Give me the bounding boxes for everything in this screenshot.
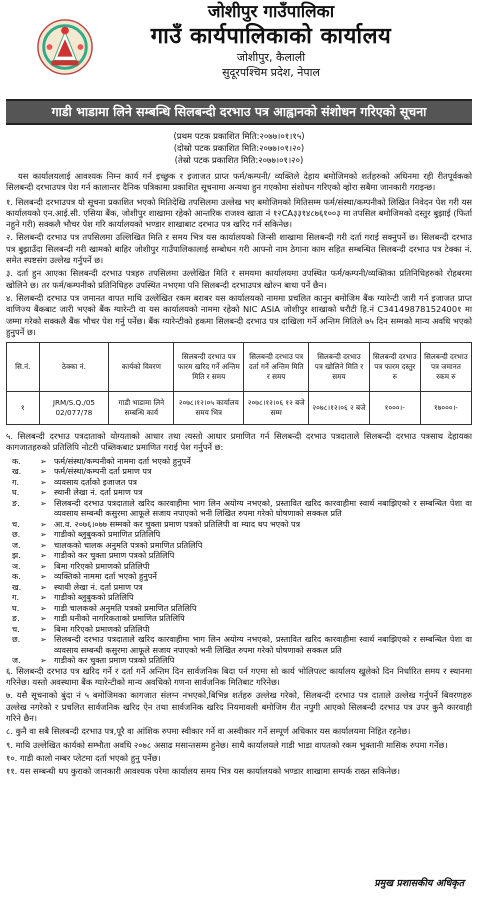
col-header-form-fee: सिलबन्दी दरभाउ पत्र फारम दस्तुर रु	[369, 343, 420, 392]
bullet-icon: ➢	[40, 634, 47, 645]
office-location: जोशीपुर, कैलाली	[236, 51, 306, 64]
signature-designation: प्रमुख प्रशासकीय अधिकृत	[374, 878, 464, 889]
clause-3: ३. दर्ता हुन आएका सिलबन्दी दरभाउ पत्रहरु तपसिलमा उल्लेखित मिति र समयमा कार्यालयमा उपस्थित फर्म/कम्पनी/व्यक्तिका प्रतिनिधिहरुको रोहबरमा खोलिने छ। तर फर्म/कम्पनीको प्रतिनिधिहरु उपस्थित नभएमा पनि सिलबन्दी दरभाउपत्र खोल्न बाधा पर्ने छैन।	[6, 268, 472, 290]
requirements-list-firm	[6, 456, 472, 572]
bullet-icon: ➢	[40, 655, 47, 666]
office-title-block	[106, 2, 436, 80]
bullet-icon: ➢	[40, 487, 47, 498]
cell-submission-deadline: २०७८।१२।०६ १२ बजे सम्म	[244, 392, 309, 425]
publication-date-first: (प्रथम पटक प्रकाशित मिति:२०७७।०१।१५)	[173, 132, 305, 142]
col-header-sn: सि.नं.	[7, 343, 40, 392]
bullet-icon: ➢	[40, 623, 47, 634]
bullet-icon: ➢	[40, 571, 47, 582]
bullet-icon: ➢	[40, 466, 47, 477]
list-item: ञ. ➢ बिमा गरिएको प्रमाणको प्रतिलिपी	[12, 560, 150, 571]
cell-sn: १	[7, 392, 40, 425]
table-header-row	[7, 343, 472, 392]
bullet-icon: ➢	[40, 581, 47, 592]
list-item: ङ. ➢ गाडी धनीको नागरिकताको प्रमाणित प्रतिलिपि	[12, 613, 185, 624]
clause-10: १०. गाडी कालो नम्बर प्लेटमा दर्ता भएको हुनु पर्नेछ।	[6, 752, 161, 763]
header	[6, 2, 472, 97]
notice-title-banner: गाडी भाडामा लिने सम्बन्धि सिलबन्दी दरभाउ पत्र आह्वानको संशोधन गरिएको सूचना	[6, 99, 472, 125]
clause-11: ११. यस सम्बन्धी थप कुराको जानकारी आवश्यक परेमा कार्यालय समय भित्र यस कार्यालयको भण्डार शाखामा सम्पर्क राख्न सकिनेछ।	[6, 766, 400, 777]
bullet-icon: ➢	[40, 455, 47, 466]
bullet-icon: ➢	[40, 539, 47, 550]
nepal-government-emblem-icon	[36, 18, 94, 76]
requirements-list-individual	[6, 571, 472, 666]
office-province: सुदूरपश्चिम प्रदेश, नेपाल	[222, 66, 320, 79]
clause-2: २. सिलबन्दी दरभाउ पत्र तपसिलमा उल्लिखित मिति र समय भित्र यस कार्यालयको जिन्सी शाखामा सिलबन्दी गरी दर्ता गराई सक्नुपर्ने छ। सिलबन्दी दरभाउ पत्र बुझाउँदा सिलबन्दी गरी खामको बाहिर जोशीपुर गाउँपालिकालाई सम्बोधन गरी आफ्नो नाम ठेगाना काम सहित सम्बन्धित सिलबन्दी दरभाउ पत्र टेक्का नं. समेत स्पष्टसंग उल्लेख गर्नुपर्ने छ।	[6, 232, 472, 266]
col-header-description: कार्यको विवरण	[109, 343, 174, 392]
bullet-icon: ➢	[40, 529, 47, 540]
list-item: ग. ➢ व्यवसाय दर्ताको इजाजत पत्र	[12, 476, 138, 487]
clause-5: ५. सिलबन्दी दरभाउ पत्रदाताको योग्यताको आधार तथा त्यस्तो आधार प्रमाणित गर्न सिलबन्दी दरभाउ पत्रदाताले सिलबन्दी दरभाउ पत्रसाथ देहायका कागजातहरुको प्रतिलिपि नोटरी पब्लिकबाट प्रमाणित गराई पेश गर्नुपर्ने छ:	[6, 431, 472, 453]
cell-bid-security: १७०००।-	[420, 392, 471, 425]
clause-9: ९. माथि उल्लेखित कार्यको सम्भौता अवधि २०७८ असाढ मसान्तसम्म हुनेछ। साथै कार्यालयले गाडी भाडा वापतको रकम भुक्तानी मासिक रुपमा गर्नेछ।	[6, 739, 448, 750]
clause-4: ४. सिलबन्दी दरभाउ पत्र जमानत वापत माथि उल्लेखित रकम बराबर यस कार्यालयको नाममा प्रचलित कानुन बमोजिम बैंक ग्यारेन्टी जारी गर्न इजाजत प्राप्त वाणिज्य बैंकबाट जारी भएको बैंक ग्यारेन्टी वा यस कार्यालयको नाममा रहेको NIC ASIA जोशीपुर शाखाको धरौटी हि.नं C34149878152400१ मा जम्मा गरेको सक्कलै बैंक भौचर पेश गर्नु पर्नेछ। बैंक ग्यारेन्टीको हकमा सिलबन्दी दरभाउ पत्र दाखिला गर्ने अन्तिम मितिले ७५ दिन सम्मको मान्य अवधि भएको हुनुपर्ने छ।	[6, 292, 472, 337]
bullet-icon: ➢	[40, 613, 47, 624]
list-item: ज. ➢ गाडीको कर चुक्ता प्रमाण पत्रको प्रतिलिपि	[12, 655, 175, 666]
bullet-icon: ➢	[40, 560, 47, 571]
list-item: छ. ➢ गाडीको ब्लुबुकको प्रमाणित प्रतिलिपि	[12, 529, 161, 540]
clause-6: ६. सिलबन्दी दरभाउ पत्र खरिद गर्ने र दर्ता गर्ने अन्तिम दिन सार्वजनिक बिदा पर्न गएमा सो कार्य भोलिपल्ट कार्यालय खुलेको दिन निर्धारित समय र स्थानमा गरिनेछ। यस्तो अवस्थामा बैंक ग्यारेन्टीको मान्य अवधिको गणना सार्वजनिक मितिबाट गरिनेछ।	[6, 665, 472, 688]
col-header-submission-deadline: सिलबन्दी दरभाउ पत्र दर्ता गर्ने अन्तिम मिति र समय	[244, 343, 309, 392]
col-header-opening-date: सिलबन्दी दरभाउ पत्र खोलिने मिति र समय	[309, 343, 369, 392]
cell-purchase-deadline: २०७८।१२।०५ कार्यालय समय भित्र	[174, 392, 244, 425]
list-item: क. ➢ व्यक्तिको नाममा दर्ता भएको हुनुपर्ने	[12, 571, 157, 582]
cell-contract-no: JRM/S.Q./05 02/077/78	[39, 392, 109, 425]
list-item: च. ➢ बिमा गरिएको प्रमाणको प्रतिलिपी	[12, 623, 150, 634]
notice-page	[6, 2, 472, 779]
bullet-icon: ➢	[40, 497, 47, 508]
publication-date-second: (दोस्रो पटक प्रकाशित मिति:२०७७।०१।२०)	[173, 144, 305, 154]
publication-date-third: (तेस्रो पटक प्रकाशित मिति:२०७७।०१।२०)	[174, 156, 304, 166]
list-item: ख. ➢ स्थायी लेखा नं. दर्ता प्रमाण पत्र	[12, 581, 143, 592]
col-header-purchase-deadline: सिलबन्दी दरभाउ पत्र फारम खरिद गर्ने अन्तिम मिति र समय	[174, 343, 244, 392]
col-header-contract-no: ठेक्का नं.	[39, 343, 109, 392]
list-item: घ. ➢ गाडी चालकको अनुमति पत्रको प्रमाणित प्रतिलिपि	[12, 602, 197, 613]
clause-1: १. सिलबन्दी दरभाउपत्र यो सूचना प्रकाशित भएको मितिदेखि तपसिलमा उल्लेख भए बमोजिमको मितिसम्म फर्म/संस्था/कम्पनीको लिखित निवेदन पेश गरी यस कार्यालयको एन.आई.सी. एसिया बैंक, जोशीपुर शाखामा रहेको आन्तरिक राजश्व खाता नं १२CA३३१४८७६१००३ मा तपसिल बमोजिमको दस्तुर बुझाई (फिर्ता नहुने गरी) सक्कलै भौचर पेश गरि कार्यालयको भण्डार शाखाबाट दरभाउ पत्र खरिद गर्न सकिनेछ।	[6, 196, 472, 230]
list-item: झ. ➢ गाडीको कर चुक्ता प्रमाण पत्रको प्रतिलिपि	[12, 550, 175, 561]
list-item: च. ➢ आ.व. २०७६।०७७ सम्मको कर चुक्ता प्रमाण पत्रको प्रतिलिपी वा म्याद थप भएको पत्र	[12, 518, 301, 529]
bullet-icon: ➢	[40, 592, 47, 603]
clause-7: ७. यसै सूचनाको बुंदा नं ५ बमोजिमका कागजात संलग्न नभएको,बिभिन्न शर्तहरु उल्लेख गरेको, सिलबन्दी दरभाउ पत्र दाताले उल्लेख गर्नुपर्ने बिवरणहरु उल्लेख नगरेको र प्रचलित सार्वजनिक खरिद ऐन तथा सार्वजनिक खरिद नियमावली बमोजिम रीत नपुगी आएको सिलबन्दी दरभाउ पत्र उपर कुनै कारवाही गरिने छैन।	[6, 690, 472, 723]
tender-table	[6, 342, 472, 425]
list-item: ग. ➢ गाडीको ब्लुबुकको प्रतिलिपि	[12, 592, 134, 603]
clause-8: ८. कुनै वा सबै सिलबन्दी दरभाउ पत्र,पूरै वा आंशिक रुपमा स्वीकार गर्ने वा अस्वीकार गर्ने सम्पूर्ण अधिकार यस कार्यालयमा निहित रहनेछ।	[6, 726, 411, 737]
cell-opening-date: २०७८।१२।०६ २ बजे	[309, 392, 369, 425]
office-name: गाउँ कार्यपालिकाको कार्यालय	[150, 23, 392, 49]
intro-paragraph: यस कार्यालयलाई आवश्यक निम्न कार्य गर्न इच्छुक र इजाजत प्राप्त फर्म/कम्पनी/ व्यक्तिले देहाय बमोजिमको शर्तहरुको अधिनमा रही रीतपूर्वकको सिलबन्दी दरभाउपत्र पेश गर्न कालान्तर दैनिक पत्रिकामा प्रकाशित सूचनामा अन्यथा हुन गएकोमा संशोधन गरिएको व्होरा सबैमा जानकारी गराइन्छ।	[6, 171, 472, 193]
list-item: घ. ➢ स्थानी लेखा नं. दर्ता प्रमाण पत्र	[12, 487, 143, 498]
cell-form-fee: १०००।-	[369, 392, 420, 425]
table-row	[7, 392, 472, 425]
list-item: क. ➢ फर्म/संस्था/कम्पनीको नाममा दर्ता भएको हुनुपर्ने	[12, 455, 191, 466]
bullet-icon: ➢	[40, 602, 47, 613]
list-item: ङ. ➢ सिलबन्दी दरभाउ पत्रदाताले खरिद कारवाहीमा भाग लिन अयोग्य नभएको, प्रस्तावित खरिद कारवाहीमा स्वार्थ नबाझिएको र सम्बन्धित पेशा वा व्यवसाय सम्बन्धी कसुरमा आफूले सजाय नपाएको भनी लिखित रुपमा गरेको घोषणाको सक्कल प्रति	[12, 497, 472, 519]
bullet-icon: ➢	[40, 518, 47, 529]
cell-description: गाडी भाडामा लिने सम्बन्धि कार्य	[109, 392, 174, 425]
bullet-icon: ➢	[40, 550, 47, 561]
list-item: छ. ➢ सिलबन्दी दरभाउ पत्रदाताले खरिद कारवाहीमा भाग लिन अयोग्य नभएको, प्रस्तावित खरिद कारवाहीमा स्वार्थ नबाझिएको र सम्बन्धित पेशा वा व्यवसाय सम्बन्धी कसुरमा आफूले सजाय नपाएको भनी लिखित रुपमा गरेको घोषणाको सक्कल प्रति	[12, 634, 472, 655]
publication-dates	[6, 131, 472, 167]
col-header-bid-security: सिलबन्दी दरभाउ पत्र जमानत रकम रु	[420, 343, 471, 392]
list-item: ज. ➢ चालकको चालक अनुमति पत्रको प्रमाणित प्रतिलिपि	[12, 539, 203, 550]
bullet-icon: ➢	[40, 476, 47, 487]
list-item: ख. ➢ फर्म/संस्था/कम्पनी दर्ता प्रमाण पत्र	[12, 466, 152, 477]
municipality-name: जोशीपुर गाउँपालिका	[207, 2, 335, 22]
